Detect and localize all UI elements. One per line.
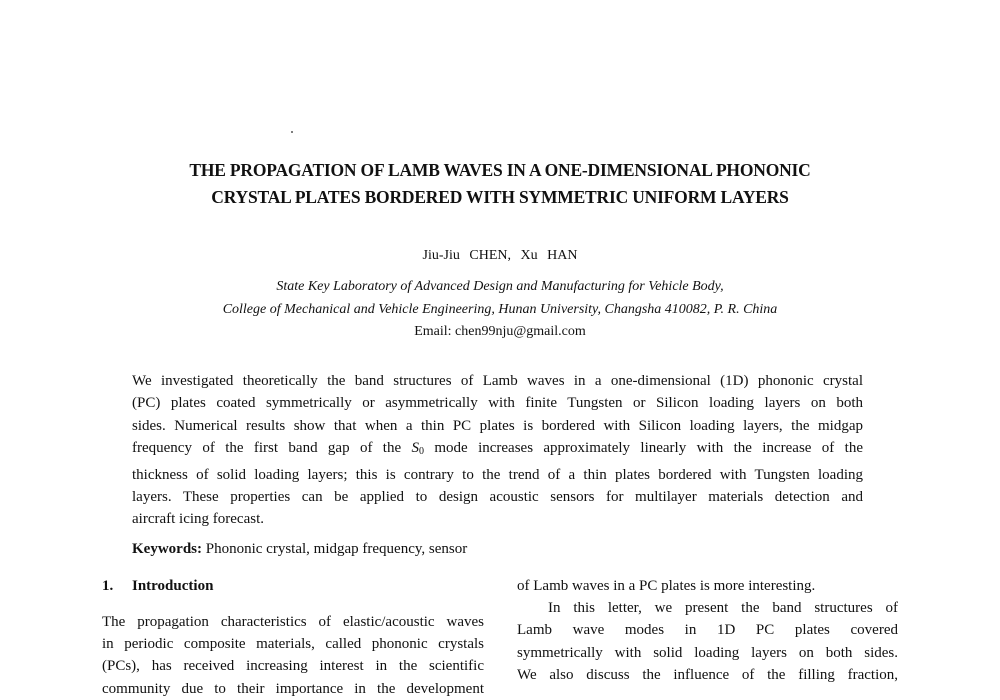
intro-paragraph [102,611,484,700]
paragraph-line: In this letter, we present the band structures of [548,600,898,617]
abstract-line: (PC) plates coated symmetrically or asymmetrically with finite Tungsten or Silicon loading layers on both [132,395,863,412]
paragraph-line: (PCs), has received increasing interest in the scientific [102,658,484,675]
abstract-line: aircraft icing forecast. [132,511,265,528]
keywords-text: Phononic crystal, midgap frequency, sensor [202,541,468,557]
mode-symbol: S [411,440,420,457]
abstract-line: We investigated theoretically the band structures of Lamb waves in a one-dimensional (1D) phononic crystal [132,373,863,389]
mode-subscript: 0 [419,446,425,458]
abstract-text: mode increases approximately linearly with the increase of the [424,440,863,457]
paper-title-line-2: CRYSTAL PLATES BORDERED WITH SYMMETRIC UNIFORM LAYERS [211,187,789,207]
paragraph-line: The propagation characteristics of elastic/acoustic waves [102,614,484,630]
abstract [132,370,863,531]
abstract-text: frequency of the first band gap of the [132,440,412,457]
left-column [102,575,484,700]
keywords [132,539,863,559]
abstract-line [132,437,863,463]
paragraph-line: of Lamb waves in a PC plates is more interesting. [517,578,816,594]
paragraph-line: We also discuss the influence of the filling fraction, [517,666,898,683]
paragraph-line: symmetrically with solid loading layers on both sides. [517,644,898,661]
affiliation-line-2: College of Mechanical and Vehicle Engineering, Hunan University, Changsha 410082, P. R. China [222,302,778,317]
abstract-line: sides. Numerical results show that when a thin PC plates is bordered with Silicon loading layers, the midgap [132,417,863,434]
scan-speck [291,131,293,133]
section-title: Introduction [132,578,214,594]
paragraph-line: Lamb wave modes in 1D PC plates covered [517,622,898,639]
paper-authors: Jiu-Jiu CHEN, Xu HAN [422,248,578,263]
section-number: 1. [102,578,114,594]
author-email: Email: chen99nju@gmail.com [414,324,586,339]
section-heading [102,575,484,597]
paragraph-line: in periodic composite materials, called phononic crystals [102,636,484,653]
paragraph-line: community due to their importance in the development [102,680,484,697]
abstract-line: layers. These properties can be applied to design acoustic sensors for multilayer materials detection and [132,489,863,506]
right-column [517,575,898,686]
abstract-line: thickness of solid loading layers; this is contrary to the trend of a thin plates bordered with Tungsten loading [132,466,863,483]
keywords-label: Keywords: [132,541,202,557]
intro-paragraph-continued [517,575,898,686]
paper-title-line-1: THE PROPAGATION OF LAMB WAVES IN A ONE-DIMENSIONAL PHONONIC [189,160,811,180]
affiliation-line-1: State Key Laboratory of Advanced Design and Manufacturing for Vehicle Body, [276,279,724,294]
